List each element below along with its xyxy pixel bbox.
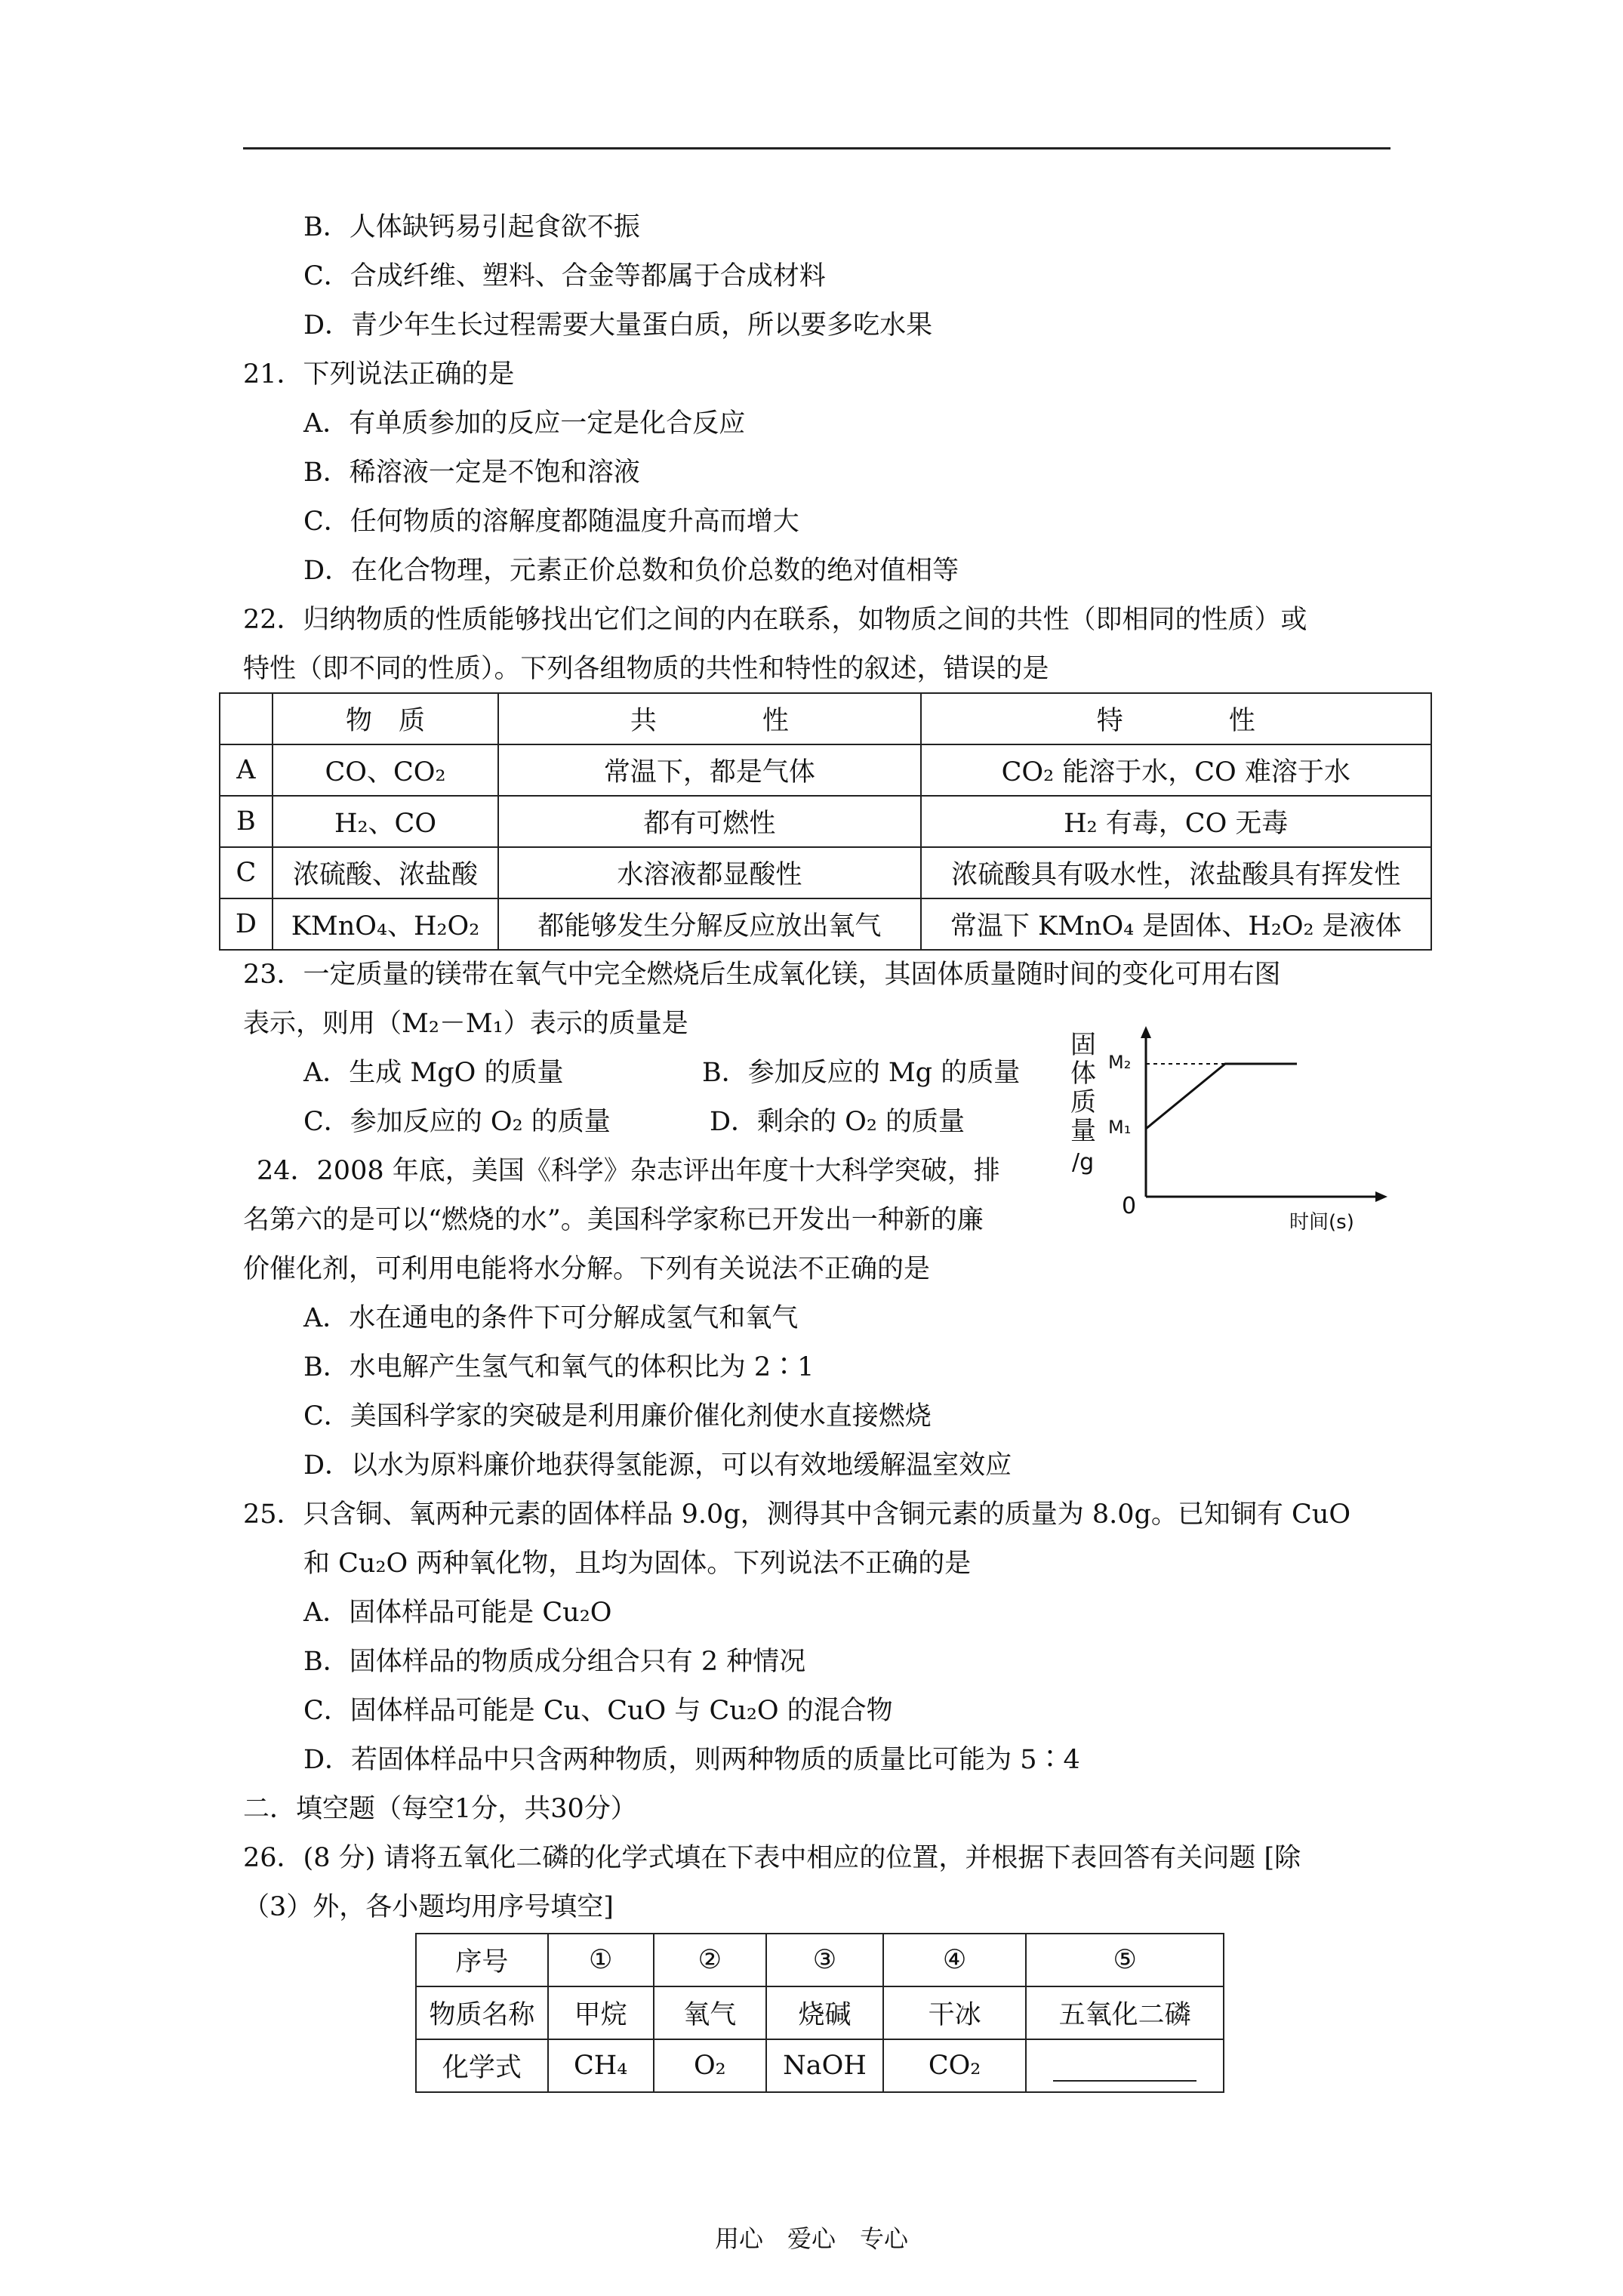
special-cell: 浓硫酸具有吸水性，浓盐酸具有挥发性 — [921, 847, 1431, 898]
q26-table — [415, 1933, 1224, 2093]
graph-origin-label: 0 — [1122, 1193, 1137, 1219]
header-rule — [243, 147, 1390, 149]
q23-option-d: D．剩余的 O₂ 的质量 — [710, 1107, 965, 1137]
name-cell: 氧气 — [654, 1986, 767, 2039]
q20-option-d: D．青少年生长过程需要大量蛋白质，所以要多吃水果 — [303, 310, 933, 341]
graph-mass-curve — [1146, 1064, 1297, 1129]
q21-stem: 21．下列说法正确的是 — [243, 359, 515, 390]
graph-ylabel-char: 质 — [1070, 1087, 1096, 1117]
q26-stem-line1: 26．(8 分) 请将五氧化二磷的化学式填在下表中相应的位置，并根据下表回答有关问题 [除 — [243, 1843, 1301, 1873]
q23-option-c: C．参加反应的 O₂ 的质量 — [303, 1107, 611, 1137]
q24-option-d: D．以水为原料廉价地获得氢能源，可以有效地缓解温室效应 — [303, 1450, 1012, 1481]
q21-option-b: B．稀溶液一定是不饱和溶液 — [303, 458, 640, 488]
table-header-row — [220, 693, 1431, 744]
answer-blank[interactable] — [1053, 2050, 1196, 2082]
graph-yunit: /g — [1072, 1149, 1095, 1176]
graph-ylabel-char: 固 — [1070, 1030, 1096, 1060]
table-row — [416, 2039, 1224, 2092]
graph-y-arrow — [1141, 1026, 1151, 1038]
name-cell: 五氧化二磷 — [1026, 1986, 1224, 2039]
graph-ylabel-char: 体 — [1070, 1059, 1096, 1089]
graph-ylabel-char: 量 — [1070, 1116, 1096, 1146]
table-header-cell — [220, 693, 273, 744]
page-footer: 用心 爱心 专心 — [714, 2224, 908, 2253]
section-2-heading: 二．填空题（每空1分，共30分） — [243, 1794, 637, 1824]
row-header: 化学式 — [416, 2039, 548, 2092]
q25-option-d: D．若固体样品中只含两种物质，则两种物质的质量比可能为 5∶4 — [303, 1745, 1080, 1775]
formula-cell: NaOH — [766, 2039, 883, 2092]
q22-stem-line1: 22．归纳物质的性质能够找出它们之间的内在联系，如物质之间的共性（即相同的性质）或 — [243, 605, 1307, 635]
name-cell: 甲烷 — [548, 1986, 654, 2039]
row-label: B — [220, 796, 273, 847]
number-cell: ② — [654, 1934, 767, 1986]
q21-option-a: A．有单质参加的反应一定是化合反应 — [303, 408, 746, 439]
formula-cell: CO₂ — [883, 2039, 1026, 2092]
table-row — [220, 898, 1431, 950]
q20-option-c: C．合成纤维、塑料、合金等都属于合成材料 — [303, 261, 826, 291]
q22-stem-line2: 特性（即不同的性质）。下列各组物质的共性和特性的叙述，错误的是 — [243, 654, 1049, 684]
q25-option-c: C．固体样品可能是 Cu、CuO 与 Cu₂O 的混合物 — [303, 1696, 893, 1726]
number-cell: ④ — [883, 1934, 1026, 1986]
graph-m1-label: M₁ — [1108, 1117, 1132, 1138]
q24-stem-line2: 名第六的是可以“燃烧的水”。美国科学家称已开发出一种新的廉 — [243, 1205, 984, 1235]
q25-stem-line1: 25．只含铜、氧两种元素的固体样品 9.0g，测得其中含铜元素的质量为 8.0g。已知铜有 CuO — [243, 1499, 1351, 1530]
q25-option-a: A．固体样品可能是 Cu₂O — [303, 1598, 612, 1628]
special-cell: CO₂ 能溶于水，CO 难溶于水 — [921, 744, 1431, 796]
row-label: D — [220, 898, 273, 950]
q24-option-b: B．水电解产生氢气和氧气的体积比为 2∶1 — [303, 1352, 815, 1382]
substance-cell: 浓硫酸、浓盐酸 — [273, 847, 499, 898]
table-row — [416, 1986, 1224, 2039]
q20-option-b: B．人体缺钙易引起食欲不振 — [303, 212, 640, 242]
common-cell: 都能够发生分解反应放出氧气 — [498, 898, 920, 950]
row-header: 序号 — [416, 1934, 548, 1986]
graph-xlabel: 时间(s) — [1289, 1211, 1354, 1234]
common-cell: 水溶液都显酸性 — [498, 847, 920, 898]
table-row — [416, 1934, 1224, 1986]
special-cell: 常温下 KMnO₄ 是固体、H₂O₂ 是液体 — [921, 898, 1431, 950]
substance-cell: CO、CO₂ — [273, 744, 499, 796]
q23-stem-line1: 23．一定质量的镁带在氧气中完全燃烧后生成氧化镁，其固体质量随时间的变化可用右图 — [243, 960, 1281, 990]
common-cell: 常温下，都是气体 — [498, 744, 920, 796]
row-header: 物质名称 — [416, 1986, 548, 2039]
formula-cell: O₂ — [654, 2039, 767, 2092]
q24-stem-line3: 价催化剂，可利用电能将水分解。下列有关说法不正确的是 — [243, 1254, 931, 1284]
table-header-cell: 特 性 — [921, 693, 1431, 744]
q25-stem-line2: 和 Cu₂O 两种氧化物，且均为固体。下列说法不正确的是 — [303, 1549, 972, 1579]
table-header-cell: 物 质 — [273, 693, 499, 744]
name-cell: 干冰 — [883, 1986, 1026, 2039]
graph-x-arrow — [1375, 1191, 1387, 1202]
q24-option-c: C．美国科学家的突破是利用廉价催化剂使水直接燃烧 — [303, 1401, 932, 1432]
row-label: C — [220, 847, 273, 898]
common-cell: 都有可燃性 — [498, 796, 920, 847]
q22-table — [219, 692, 1432, 951]
q23-option-a: A．生成 MgO 的质量 — [303, 1058, 564, 1088]
graph-m2-label: M₂ — [1108, 1052, 1132, 1073]
number-cell: ③ — [766, 1934, 883, 1986]
table-row — [220, 796, 1431, 847]
substance-cell: H₂、CO — [273, 796, 499, 847]
table-row — [220, 847, 1431, 898]
formula-cell: CH₄ — [548, 2039, 654, 2092]
q26-stem-line2: （3）外，各小题均用序号填空] — [243, 1892, 614, 1922]
q23-option-b: B．参加反应的 Mg 的质量 — [702, 1058, 1021, 1088]
special-cell: H₂ 有毒，CO 无毒 — [921, 796, 1431, 847]
table-row — [220, 744, 1431, 796]
number-cell: ⑤ — [1026, 1934, 1224, 1986]
q24-option-a: A．水在通电的条件下可分解成氢气和氧气 — [303, 1303, 799, 1333]
number-cell: ① — [548, 1934, 654, 1986]
row-label: A — [220, 744, 273, 796]
answer-blank-cell[interactable] — [1026, 2039, 1224, 2092]
q21-option-d: D．在化合物理，元素正价总数和负价总数的绝对值相等 — [303, 556, 959, 586]
q25-option-b: B．固体样品的物质成分组合只有 2 种情况 — [303, 1647, 806, 1677]
q24-stem-line1: 24．2008 年底，美国《科学》杂志评出年度十大科学突破，排 — [257, 1156, 1000, 1186]
q23-stem-line2: 表示，则用（M₂－M₁）表示的质量是 — [243, 1009, 688, 1039]
name-cell: 烧碱 — [766, 1986, 883, 2039]
substance-cell: KMnO₄、H₂O₂ — [273, 898, 499, 950]
table-header-cell: 共 性 — [498, 693, 920, 744]
q21-option-c: C．任何物质的溶解度都随温度升高而增大 — [303, 507, 799, 537]
mass-time-graph — [1070, 1023, 1403, 1250]
